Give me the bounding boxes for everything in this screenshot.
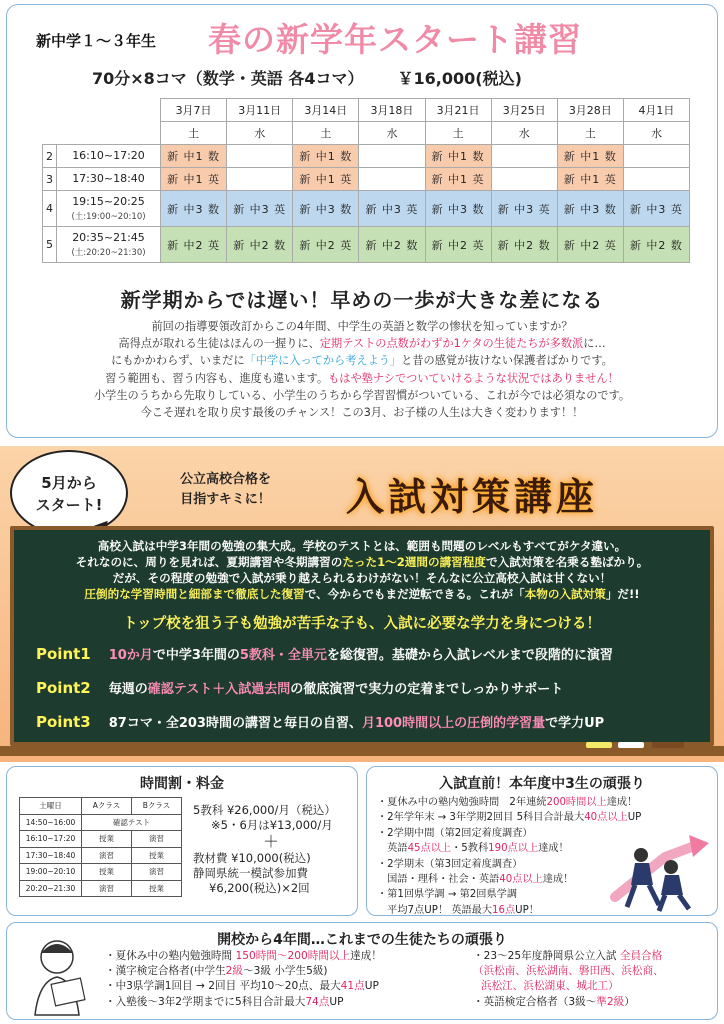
board-highlight: たった1～2週間の講習程度 — [342, 555, 486, 569]
schedule-row — [43, 227, 690, 263]
period-time-saturday: (土:19:00~20:10) — [71, 211, 146, 222]
period-time: 17:30~18:40 — [57, 168, 161, 191]
history-text: ・入塾後～3年2学期までに5科目合計最大 — [105, 995, 306, 1008]
schedule-row — [43, 168, 690, 191]
timetable-cell: 14:50~16:00 — [20, 814, 82, 831]
timetable-cell: 16:10~17:20 — [20, 831, 82, 848]
plus-sign: ＋ — [263, 832, 280, 851]
point-label: Point2 — [36, 679, 91, 697]
schedule-row — [43, 191, 690, 227]
schedule-date: 3月11日 — [227, 99, 293, 122]
result-text: ・夏休み中の塾内勉強時間 2年連続 — [377, 797, 547, 808]
timetable-row — [20, 814, 182, 831]
period-number: 5 — [43, 227, 57, 263]
fees-title: 時間割・料金 — [140, 776, 224, 792]
history-highlight: 全員合格 — [619, 950, 663, 962]
result-text: UP！ — [515, 904, 539, 916]
schedule-date: 3月14日 — [293, 99, 359, 122]
result-text: ・5教科 — [451, 843, 489, 855]
target-tagline — [180, 470, 271, 510]
course-format: 70分×8コマ（数学・英語 各4コマ） — [92, 69, 364, 88]
student-illustration — [21, 931, 95, 1017]
page-title: 春の新学年スタート講習 — [208, 20, 582, 59]
history-highlight: 74点 — [305, 995, 330, 1008]
student-legs-icon — [627, 885, 659, 907]
result-item: ・第1回県学調 → 第2回県学調 — [377, 889, 518, 901]
class-cell: 新 中1 英 — [557, 168, 623, 191]
class-cell: 新 中2 英 — [161, 227, 227, 263]
result-text: UP — [627, 812, 642, 824]
point-2 — [36, 678, 563, 697]
class-cell: 新 中2 数 — [491, 227, 557, 263]
class-cell: 新 中2 英 — [425, 227, 491, 263]
point-1 — [36, 644, 613, 663]
timetable-cell: 演習 — [82, 880, 132, 897]
result-highlight: 40点以上 — [584, 812, 628, 824]
board-text-span: で入試対策を名乗る塾ばかり。 — [486, 555, 649, 569]
period-time-cell — [57, 191, 161, 227]
fee-note: ※5・6月は¥13,000/月 — [211, 818, 333, 832]
exam-course-title: 入試対策講座 — [346, 474, 599, 519]
class-cell — [227, 168, 293, 191]
results-title: 入試直前！本年度中3生の頑張り — [439, 776, 645, 792]
result-text: 達成！ — [538, 843, 569, 855]
point-label: Point1 — [36, 645, 91, 663]
school-list: （浜松南、浜松湖南、磐田西、浜松商、 — [473, 965, 664, 978]
period-time: 19:15~20:25 — [72, 195, 145, 209]
timetable-cell: 20:20~21:30 — [20, 880, 82, 897]
schedule-row — [43, 145, 690, 168]
timetable-row — [20, 847, 182, 864]
monthly-fee: 5教科 ¥26,000/月（税込） — [193, 803, 336, 817]
board-text-span: 」だ!! — [605, 587, 640, 601]
result-text: 達成！ — [542, 874, 574, 886]
class-cell: 新 中1 英 — [161, 168, 227, 191]
history-list-left — [105, 949, 382, 1010]
history-highlight: 準2級 — [596, 995, 625, 1008]
class-cell — [623, 145, 689, 168]
period-time-cell — [57, 227, 161, 263]
board-slogan: トップ校を狙う子も勉強が苦手な子も、入試に必要な学力を身につける！ — [123, 616, 601, 632]
chalkboard-text — [20, 538, 704, 602]
history-highlight: 2級 — [225, 965, 244, 978]
current-results-box — [366, 766, 718, 916]
result-item — [377, 841, 641, 856]
materials-fee: 教材費 ¥10,000(税込) — [193, 851, 311, 865]
history-item — [105, 964, 382, 979]
history-item — [473, 995, 664, 1010]
result-item — [377, 903, 641, 918]
chalk-icon — [618, 742, 644, 748]
schedule-date-row — [43, 99, 690, 122]
period-number: 2 — [43, 145, 57, 168]
schedule-date: 3月18日 — [359, 99, 425, 122]
class-cell: 新 中3 数 — [293, 191, 359, 227]
timetable-cell: 授業 — [82, 831, 132, 848]
timetable-header: 土曜日 — [20, 798, 82, 815]
result-item — [377, 872, 641, 887]
result-text: 平均7点UP！ 英語最大 — [377, 904, 493, 916]
point-highlight: 10か月 — [108, 648, 153, 663]
schedule-day: 水 — [227, 122, 293, 145]
intro-highlight: 定期テストの点数がわずか1ケタの生徒たちが多数派 — [319, 337, 584, 351]
point-highlight: 月100時間以上の圧倒的学習量 — [361, 716, 546, 731]
timetable-row — [20, 864, 182, 881]
timetable-cell: 授業 — [132, 847, 182, 864]
class-cell: 新 中3 数 — [425, 191, 491, 227]
period-time: 20:35~21:45 — [72, 231, 145, 245]
result-item: ・2学期末（第3回定着度調査） — [377, 858, 523, 870]
class-cell: 新 中1 数 — [557, 145, 623, 168]
timetable-head — [20, 798, 182, 815]
section-headline: 新学期からでは遅い！早めの一歩が大きな差になる — [120, 288, 604, 312]
schedule-day: 土 — [425, 122, 491, 145]
result-text: ・2年学年末 → 3年学期2回目 5科目合計最大 — [377, 812, 585, 824]
point-text: で中学3年間の — [152, 648, 240, 663]
schedule-date: 3月7日 — [161, 99, 227, 122]
arrow-trail — [615, 845, 697, 897]
history-text: ・23～25年度静岡県公立入試 — [473, 950, 620, 962]
class-cell — [623, 168, 689, 191]
timetable-cell: 19:00~20:10 — [20, 864, 82, 881]
history-list-right — [473, 949, 664, 1010]
period-number: 3 — [43, 168, 57, 191]
class-cell: 新 中2 英 — [293, 227, 359, 263]
course-detail — [92, 66, 522, 89]
history-box — [6, 922, 718, 1020]
point-highlight: 確認テスト＋入試過去問 — [147, 682, 291, 697]
class-cell: 新 中1 数 — [293, 145, 359, 168]
point-label: Point3 — [36, 713, 91, 731]
timetable-header: Bクラス — [132, 798, 182, 815]
intro-text-span: と昔の感覚が抜けない保護者ばかりです。 — [401, 354, 613, 368]
schedule-day: 水 — [359, 122, 425, 145]
arrow-head-icon — [689, 835, 709, 857]
fees-box — [6, 766, 358, 916]
class-cell: 新 中2 数 — [227, 227, 293, 263]
class-cell: 新 中1 数 — [425, 145, 491, 168]
class-cell: 新 中2 数 — [359, 227, 425, 263]
point-text: で学力UP — [545, 716, 605, 731]
intro-text-span: 習う範囲も、習う内容も、進度も違います。 — [105, 371, 329, 385]
board-text-span: で、今からでもまだ逆転できる。これが「 — [304, 587, 525, 601]
class-cell — [491, 145, 557, 168]
class-cell: 新 中3 英 — [623, 191, 689, 227]
class-cell: 新 中2 数 — [623, 227, 689, 263]
board-line — [20, 586, 704, 602]
fee-list — [193, 803, 336, 896]
history-text: ～3級 小学生5級) — [243, 965, 328, 978]
class-cell: 新 中3 英 — [359, 191, 425, 227]
board-line — [20, 554, 704, 570]
result-highlight: 16点 — [492, 904, 516, 916]
history-item — [105, 979, 382, 994]
class-cell — [359, 145, 425, 168]
course-price: ￥16,000(税込) — [397, 69, 522, 88]
timetable-cell: 演習 — [132, 831, 182, 848]
result-item — [377, 810, 641, 825]
chalkboard-ledge — [0, 746, 724, 756]
point-text: 毎週の — [108, 682, 148, 697]
timetable-header: Aクラス — [82, 798, 132, 815]
class-cell: 新 中1 英 — [293, 168, 359, 191]
tagline-line: 目指すキミに！ — [180, 492, 271, 507]
timetable-cell: 授業 — [132, 880, 182, 897]
schedule-day: 土 — [293, 122, 359, 145]
schedule-day: 水 — [491, 122, 557, 145]
timetable-cell: 演習 — [82, 847, 132, 864]
board-line: 高校入試は中学3年間の勉強の集大成。学校のテストとは、範囲も問題のレベルもすべてがケタ違い。 — [97, 539, 627, 553]
class-cell: 新 中3 数 — [161, 191, 227, 227]
class-cell: 新 中3 英 — [227, 191, 293, 227]
schedule-date: 4月1日 — [623, 99, 689, 122]
result-highlight: 45点以上 — [407, 843, 452, 855]
school-list: 浜松江、浜松湖東、城北工） — [481, 980, 619, 993]
timetable-cell: 授業 — [82, 864, 132, 881]
schedule-corner — [43, 99, 161, 145]
tagline-line: 公立高校合格を — [180, 472, 272, 487]
schedule-day: 水 — [623, 122, 689, 145]
history-item — [105, 995, 382, 1010]
result-item — [377, 795, 641, 810]
history-text: ） — [624, 995, 635, 1008]
period-time-saturday: (土:20:20~21:30) — [71, 247, 146, 258]
student-head-icon — [634, 848, 648, 862]
board-line: だが、その程度の勉強で入試が乗り越えられるわけがない！そんなに公立高校入試は甘くない！ — [112, 571, 612, 585]
history-text: UP — [329, 995, 344, 1008]
schedule-table — [42, 98, 690, 263]
class-cell: 新 中3 英 — [491, 191, 557, 227]
schedule-day: 土 — [161, 122, 227, 145]
eraser-icon — [652, 742, 684, 748]
schedule-day: 土 — [557, 122, 623, 145]
class-cell: 新 中3 数 — [557, 191, 623, 227]
running-students-illustration — [605, 827, 715, 913]
point-text: を総復習。基礎から入試レベルまで段階的に演習 — [326, 648, 613, 663]
schedule-date: 3月28日 — [557, 99, 623, 122]
intro-highlight: 「中学に入ってから考えよう」 — [244, 354, 402, 368]
result-highlight: 190点以上 — [488, 843, 539, 855]
student-legs-icon — [659, 895, 689, 911]
exam-course-section — [0, 446, 724, 762]
history-text: ・漢字検定合格者(中学生 — [105, 965, 226, 978]
point-3 — [36, 712, 604, 731]
class-cell: 新 中1 英 — [425, 168, 491, 191]
result-text: 英語 — [377, 843, 408, 855]
history-text: UP — [364, 980, 379, 993]
intro-line — [14, 335, 710, 352]
intro-highlight: もはや塾ナシでついていけるような状況ではありません！ — [328, 371, 619, 385]
point-highlight: 5教科・全単元 — [239, 648, 327, 663]
timetable-cell: 確認テスト — [82, 814, 182, 831]
intro-text — [14, 318, 710, 421]
intro-text-span: にもかかわらず、いまだに — [111, 354, 245, 368]
board-highlight: 圧倒的な学習時間と細部まで徹底した復習 — [84, 587, 305, 601]
history-text: ・中3県学調1回目 → 2回目 平均10～20点、最大 — [105, 980, 341, 993]
bubble-text: スタート! — [35, 496, 103, 514]
board-text-span: それなのに、周りを見れば、夏期講習や冬期講習の — [75, 555, 343, 569]
point-text: 87コマ・全203時間の講習と毎日の自習、 — [108, 716, 362, 731]
board-highlight: 本物の入試対策 — [524, 587, 606, 601]
mock-exam-fee: ¥6,200(税込)×2回 — [209, 881, 310, 895]
timetable-cell: 演習 — [132, 864, 182, 881]
student-head-icon — [664, 860, 678, 874]
class-cell: 新 中2 英 — [557, 227, 623, 263]
history-text: ・夏休み中の塾内勉強時間 — [105, 950, 236, 962]
history-item — [105, 949, 382, 964]
class-cell — [359, 168, 425, 191]
intro-text-span: 高得点が取れる生徒はほんの一握りに、 — [118, 337, 320, 351]
intro-line: 小学生のうちから先取りしている、小学生のうちから学習習慣がついている、これが今では必須なのです。 — [93, 388, 631, 402]
schedule-date: 3月25日 — [491, 99, 557, 122]
class-cell: 新 中1 数 — [161, 145, 227, 168]
intro-line: 今こそ遅れを取り戻す最後のチャンス！この3月、お子様の人生は大きく変わります！！ — [140, 406, 584, 420]
mock-exam-fee-label: 静岡県統一模試参加費 — [193, 866, 308, 880]
intro-line — [14, 370, 710, 387]
target-grade: 新中学１～３年生 — [36, 32, 157, 50]
timetable-row — [20, 831, 182, 848]
bubble-text: 5月から — [41, 474, 97, 492]
result-item: ・2学期中間（第2回定着度調査） — [377, 827, 533, 839]
history-item — [473, 949, 664, 964]
result-text: 達成！ — [606, 797, 638, 808]
result-highlight: 200時間以上 — [546, 797, 607, 808]
intro-text-span: に… — [583, 337, 606, 351]
history-highlight: 41点 — [340, 980, 365, 993]
history-highlight: 150時間～200時間以上 — [235, 950, 351, 962]
point-text: の徹底演習で実力の定着までしっかりサポート — [290, 682, 564, 697]
intro-line: 前回の指導要領改訂からこの4年間、中学生の英語と数学の惨状を知っていますか？ — [151, 320, 573, 333]
intro-line — [14, 352, 710, 369]
period-time: 16:10~17:20 — [57, 145, 161, 168]
result-highlight: 40点以上 — [499, 874, 543, 886]
saturday-timetable — [19, 797, 182, 897]
results-list — [377, 795, 641, 918]
schedule-date: 3月21日 — [425, 99, 491, 122]
class-cell — [227, 145, 293, 168]
class-cell — [491, 168, 557, 191]
period-number: 4 — [43, 191, 57, 227]
start-bubble — [10, 450, 128, 536]
chalk-icon — [586, 742, 612, 748]
history-title: 開校から4年間…これまでの生徒たちの頑張り — [217, 932, 507, 948]
history-text: ・英語検定合格者（3級～ — [473, 995, 597, 1008]
result-text: 国語・理科・社会・英語 — [377, 874, 500, 886]
timetable-row — [20, 880, 182, 897]
timetable-cell: 17:30~18:40 — [20, 847, 82, 864]
history-text: 達成！ — [350, 950, 382, 962]
student-uniform-icon — [661, 875, 683, 895]
